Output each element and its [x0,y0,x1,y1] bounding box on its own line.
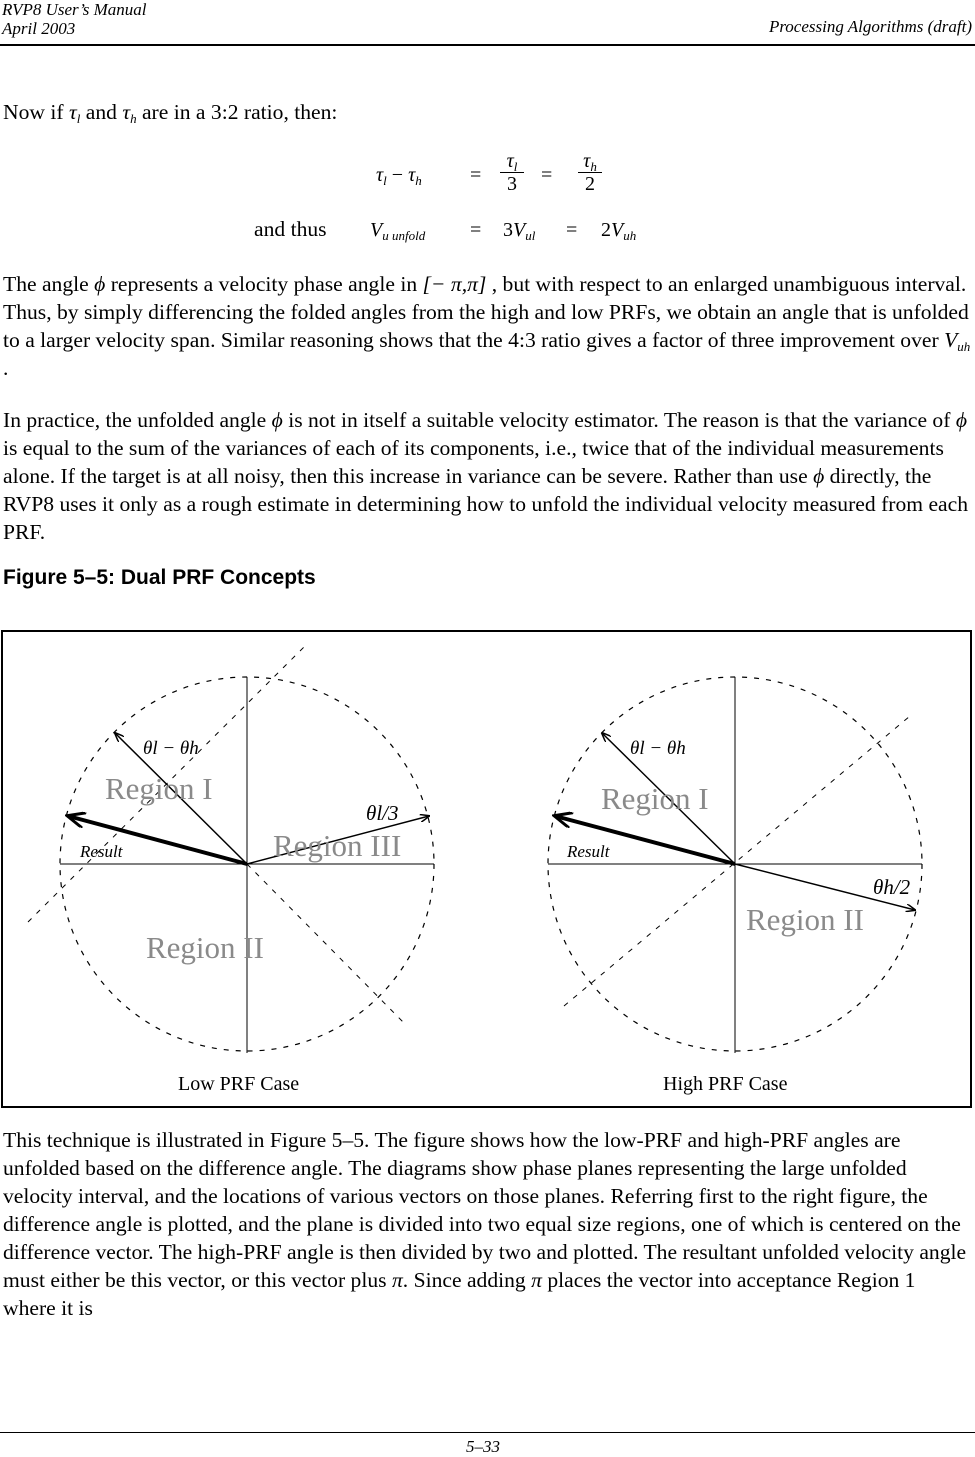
sub-l: l [76,111,81,126]
theta-l-third-label: θl/3 [366,801,399,825]
equals-sign: = [566,219,578,241]
phi-symbol: ϕ [813,464,825,488]
difference-label: θl − θh [143,738,199,759]
difference-label: θl − θh [630,738,686,759]
tau-symbol: τ [122,100,131,124]
intro-line [3,98,973,126]
tau-symbol: τ [68,100,77,124]
region-2-label: Region II [146,930,264,965]
fraction-tau-l-3: $\frac{\tau_l}{3}$ [500,150,524,195]
boundary-line [564,716,910,1006]
region-2-label: Region II [746,902,864,937]
pi-symbol: π [391,1268,403,1292]
result-label: Result [80,842,123,861]
region-1-label: Region I [601,781,709,816]
theta-h-half-label: θh/2 [873,875,911,899]
v-unfold: $V_{u unfold}$ [370,219,426,243]
fraction-tau-h-2: $\frac{\tau_h}{2}$ [578,150,602,195]
low-prf-caption: Low PRF Case [178,1073,300,1095]
intro-text-1: Now if [3,100,69,124]
figure-svg [3,632,970,1106]
interval: [− π,π] [422,272,487,296]
sub-h: h [130,111,137,126]
phi-symbol: ϕ [271,408,283,432]
high-prf-diagram [548,677,922,1095]
figure-title: Figure 5–5: Dual PRF Concepts [3,566,316,589]
header-left [2,0,147,38]
equation-1-lhs: $\tau_l - \tau_h$ [376,164,422,188]
pi-symbol: π [531,1268,542,1292]
page-number: 5–33 [466,1437,500,1456]
equals-sign: = [470,164,482,186]
region-1-label: Region I [105,771,213,806]
equals-sign: = [470,219,482,241]
phi-symbol: ϕ [955,408,968,432]
paragraph-technique: This technique is illustrated in Figure 5–5. The figure shows how the low-PRF and high-PRF angles are unfolded based on the difference angle. The diagrams show phase planes representing the large unfolded velocity interval, and the locations of various vectors on those planes. Referring first to the right figure, the difference angle is plotted, and the plane is divided into two equal size regions, one of which is centered on the difference vector. The high-PRF angle is then divided by two and plotted. The resultant unfolded velocity angle must either be this vector, or this vector plus π. Since adding π places the vector into acceptance Region 1 where it is [3,1128,967,1320]
header-section: Processing Algorithms (draft) [768,17,972,36]
high-prf-caption: High PRF Case [663,1073,788,1095]
and-thus: and thus [254,217,327,241]
manual-title: RVP8 User’s Manual [2,0,147,19]
two-v-uh: $2V_{uh}$ [601,219,637,243]
header-date: April 2003 [2,19,76,38]
region-3-label: Region III [273,828,402,863]
low-prf-diagram [28,646,434,1095]
equals-sign: = [541,164,553,186]
paragraph-practice: In practice, the unfolded angle ϕ is not in itself a suitable velocity estimator. The reason is that the variance of ϕ is equal to the sum of the variances of each of its components, i.e., twice that of the individual measurements alone. If the target is at all noisy, then this increase in variance can be severe. Rather than use ϕ directly, the RVP8 uses it only as a rough estimate in determining how to unfold the individual velocity measured from each PRF. [3,408,968,544]
paragraph-angle: The angle ϕ represents a velocity phase angle in [− π,π] , but with respect to an enlarged unambiguous interval. Thus, by simply differencing the folded angles from the high and low PRFs, we obtain an angle that is unfolded to a larger velocity span. Similar reasoning shows that the 4:3 ratio gives a factor of three improvement over $V_{uh}$ . [3,272,971,380]
intro-text-3: are in a 3:2 ratio, then: [136,100,338,124]
three-v-ul: $3V_{ul}$ [503,219,536,243]
footer-rule [0,1432,975,1433]
phi-symbol: ϕ [94,272,106,296]
figure-dual-prf [1,630,972,1108]
page-header [0,0,975,46]
result-label: Result [567,842,610,861]
intro-text-2: and [80,100,123,124]
boundary-line [247,864,406,1025]
